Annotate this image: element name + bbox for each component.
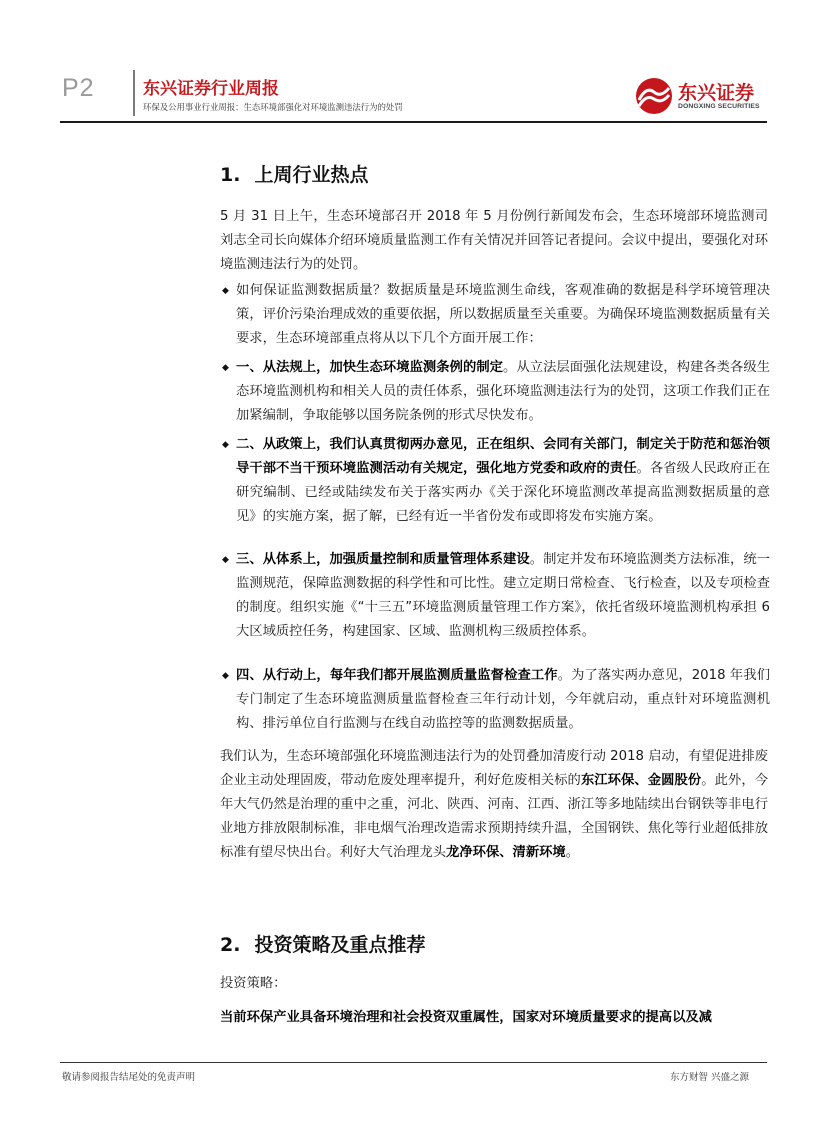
page-number: P2 — [62, 74, 95, 102]
bullet-text: 如何保证监测数据质量？数据质量是环境监测生命线，客观准确的数据是科学环境管理决策，评价污染治理成效的重要依据，所以数据质量至关重要。为确保环境监测数据质量有关要求，生态环境部重点将从以下几个方面开展工作： — [236, 283, 770, 346]
bullet-text — [236, 664, 770, 736]
disclaimer-note: 敬请参阅报告结尾处的免责声明 — [62, 1072, 196, 1083]
bullet-text — [236, 433, 770, 529]
logo-text: 东兴证券 — [678, 82, 755, 104]
report-subtitle: 环保及公用事业行业周报：生态环境部强化对环境监测违法行为的处罚 — [143, 102, 403, 112]
section2-title: 投资策略及重点推荐 — [254, 934, 426, 956]
company-logo — [634, 76, 784, 122]
strategy-label: 投资策略： — [220, 976, 287, 991]
bullet-diamond-icon: ◆ — [222, 286, 229, 296]
footer-slogan: 东方财智 兴盛之源 — [670, 1072, 750, 1083]
bullet-bold-lead: 二、从政策上，我们认真贯彻两办意见，正在组织、会同有关部门，制定关于防范和惩治领导干部不当干预环境监测活动有关规定，强化地方党委和政府的责任 — [236, 437, 770, 476]
bullet-body: 。各省级人民政府正在研究编制、已经或陆续发布关于落实两办《关于深化环境监测改革提高监测数据质量的意见》的实施方案，据了解，已经有近一半省份发布或即将发布实施方案。 — [236, 461, 771, 524]
report-series-title: 东兴证券行业周报 — [143, 79, 279, 99]
header-divider — [133, 70, 135, 116]
highlight-stocks-2: 龙净环保、清新环境 — [446, 845, 566, 860]
bullet-body: 。为了落实两办意见，2018 年我们专门制定了生态环境监测质量监督检查三年行动计划，今年就启动，重点针对环境监测机构、排污单位自行监测与在线自动监控等的监测数据质量。 — [236, 668, 770, 731]
section1-number: 1. — [220, 164, 241, 186]
bullet-diamond-icon: ◆ — [222, 671, 229, 681]
bullet-bold-lead: 三、从体系上，加强质量控制和质量管理体系建设 — [236, 552, 530, 567]
strategy-bold-line: 当前环保产业具备环境治理和社会投资双重属性，国家对环境质量要求的提高以及减 — [220, 1010, 712, 1025]
section2-number: 2. — [220, 934, 241, 956]
bullet-diamond-icon: ◆ — [222, 440, 229, 450]
bullet-bold-lead: 四、从行动上，每年我们都开展监测质量监督检查工作 — [236, 668, 558, 683]
conclusion-text: 我们认为，生态环境部强化环境监测违法行为的处罚叠加清废行动 2018 启动，有望促进排废企业主动处理固废，带动危废处理率提升，利好危废相关标的 — [220, 749, 768, 788]
bullet-diamond-icon: ◆ — [222, 555, 229, 565]
bullet-bold-lead: 一、从法规上，加快生态环境监测条例的制定 — [236, 360, 504, 375]
section2-heading — [220, 930, 425, 957]
section1-intro: 5 月 31 日上午，生态环境部召开 2018 年 5 月份例行新闻发布会，生态环境部环境监测司刘志全司长向媒体介绍环境质量监测工作有关情况并回答记者提问。会议中提出，要强化对环境监测违法行为的处罚。 — [220, 209, 768, 272]
bullet-body: 。制定并发布环境监测类方法标准，统一监测规范，保障监测数据的科学性和可比性。建立定期日常检查、飞行检查，以及专项检查的制度。组织实施《“十三五”环境监测质量管理工作方案》，依托省级环境监测机构承担 6 大区域质控任务，构建国家、区域、监测机构三级质控体系。 — [236, 552, 771, 639]
bullet-text — [236, 356, 770, 428]
bullet-body: 。从立法层面强化法规建设，构建各类各级生态环境监测机构和相关人员的责任体系，强化环境监测违法行为的处罚，这项工作我们正在加紧编制，争取能够以国务院条例的形式尽快发布。 — [236, 360, 771, 423]
bullet-text — [236, 548, 770, 644]
footer-rule — [60, 1062, 767, 1063]
bullet-diamond-icon: ◆ — [222, 363, 229, 373]
section1-heading — [220, 160, 368, 187]
highlight-stocks-1: 东江环保、金圆股份 — [580, 773, 702, 788]
conclusion-end: 。 — [565, 845, 580, 860]
section1-conclusion — [220, 745, 768, 865]
logo-mark-icon — [634, 76, 674, 116]
conclusion-text: 。此外，今年大气仍然是治理的重中之重，河北、陕西、河南、江西、浙江等多地陆续出台钢铁等非电行业地方排放限制标准，非电烟气治理改造需求预期持续升温，全国钢铁、焦化等行业超低排放标准有望尽快出台。利好大气治理龙头 — [220, 773, 769, 860]
header-rule — [60, 121, 767, 123]
section1-title: 上周行业热点 — [254, 164, 369, 186]
logo-subtext: DONGXING SECURITIES — [678, 103, 760, 110]
